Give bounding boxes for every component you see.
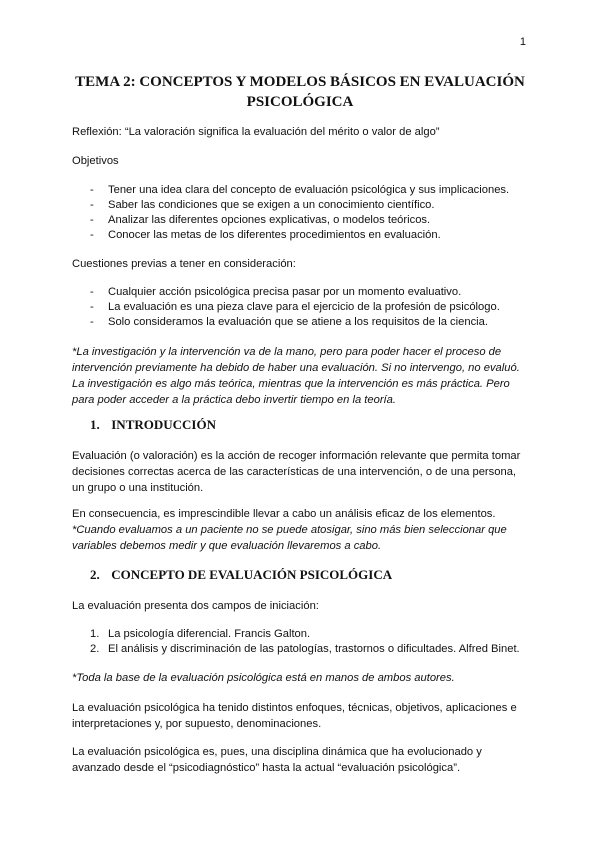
list-bullet: - <box>90 214 94 226</box>
list-item <box>72 300 528 315</box>
reflexion-text: Reflexión: “La valoración significa la evaluación del mérito o valor de algo” <box>72 126 440 138</box>
list-item-text: El análisis y discriminación de las patologías, trastornos o dificultades. Alfred Binet. <box>108 643 520 655</box>
list-bullet: - <box>90 286 94 298</box>
section-number: 1. <box>90 417 100 432</box>
list-item <box>72 627 528 642</box>
list-bullet: - <box>90 316 94 328</box>
list-bullet: - <box>90 301 94 313</box>
list-item <box>72 315 528 330</box>
campos-list <box>72 627 528 657</box>
section-title: INTRODUCCIÓN <box>111 417 216 432</box>
list-number: 2. <box>90 643 100 655</box>
list-item-text: Saber las condiciones que se exigen a un conocimiento científico. <box>108 199 435 211</box>
note-autores: *Toda la base de la evaluación psicológica está en manos de ambos autores. <box>72 672 455 684</box>
objetivos-list <box>72 183 528 243</box>
paragraph-enfoques: La evaluación psicológica ha tenido distintos enfoques, técnicas, objetivos, aplicaciones e interpretaciones y, por supuesto, denominaciones. <box>72 702 517 730</box>
list-item <box>72 183 528 198</box>
list-item-text: La psicología diferencial. Francis Galton. <box>108 628 311 640</box>
list-number: 1. <box>90 628 100 640</box>
paragraph-disciplina: La evaluación psicológica es, pues, una disciplina dinámica que ha evolucionado y avanzado desde el “psicodiagnóstico” hasta la actual “evaluación psicológica”. <box>72 746 482 774</box>
list-item <box>72 213 528 228</box>
section-heading-concepto <box>90 566 392 584</box>
list-item <box>72 285 528 300</box>
list-item-text: Cualquier acción psicológica precisa pasar por un momento evaluativo. <box>108 286 462 298</box>
note-investigacion: *La investigación y la intervención va de la mano, pero para poder hacer el proceso de intervención previamente ha debido de haber una evaluación. Si no intervengo, no evaluó. La investigación es algo más teórica, mientras que la intervención es más práctica. Pero para poder acceder a la práctica debo invertir tiempo en la teoría. <box>72 346 520 406</box>
list-bullet: - <box>90 199 94 211</box>
page-number: 1 <box>519 36 526 48</box>
cuestiones-label: Cuestiones previas a tener en consideración: <box>72 258 296 270</box>
list-item-text: Analizar las diferentes opciones explicativas, o modelos teóricos. <box>108 214 431 226</box>
intro-paragraph-consecuencia: En consecuencia, es imprescindible llevar a cabo un análisis eficaz de los elementos. <box>72 508 496 520</box>
section-number: 2. <box>90 567 100 582</box>
campos-intro: La evaluación presenta dos campos de iniciación: <box>72 600 319 612</box>
list-item-text: La evaluación es una pieza clave para el ejercicio de la profesión de psicólogo. <box>108 301 500 313</box>
list-item-text: Tener una idea clara del concepto de evaluación psicológica y sus implicaciones. <box>108 184 510 196</box>
list-item-text: Solo consideramos la evaluación que se atiene a los requisitos de la ciencia. <box>108 316 488 328</box>
section-title: CONCEPTO DE EVALUACIÓN PSICOLÓGICA <box>111 567 393 582</box>
objetivos-label: Objetivos <box>72 155 119 167</box>
list-item <box>72 228 528 243</box>
note-evaluacion-paciente: *Cuando evaluamos a un paciente no se puede atosigar, sino más bien seleccionar que variables debemos medir y que evaluación llevaremos a cabo. <box>72 524 507 552</box>
intro-paragraph-definicion: Evaluación (o valoración) es la acción de recoger información relevante que permita tomar decisiones correctas acerca de las características de una intervención, o de una persona, un grupo o una institución. <box>72 450 521 494</box>
list-item-text: Conocer las metas de los diferentes procedimientos en evaluación. <box>108 229 441 241</box>
list-item <box>72 642 528 657</box>
cuestiones-list <box>72 285 528 330</box>
document-title: TEMA 2: CONCEPTOS Y MODELOS BÁSICOS EN EVALUACIÓN PSICOLÓGICA <box>75 74 525 110</box>
list-item <box>72 198 528 213</box>
list-bullet: - <box>90 184 94 196</box>
list-bullet: - <box>90 229 94 241</box>
section-heading-introduccion <box>90 416 216 434</box>
